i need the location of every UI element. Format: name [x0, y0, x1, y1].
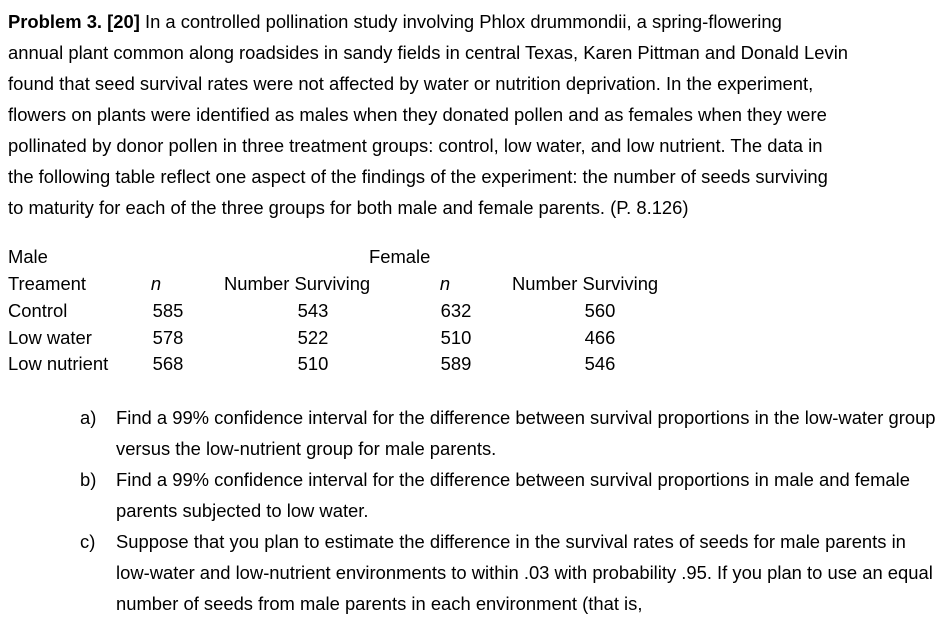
table-row-control-male-n: 585 [152, 300, 184, 321]
group-label-male: Male [8, 246, 48, 267]
table-row-control-male-surviving: 543 [297, 300, 329, 321]
table-row-low-water-male-n: 578 [152, 327, 184, 348]
question-list [80, 402, 938, 619]
problem-line-2: annual plant common along roadsides in sandy fields in central Texas, Karen Pittman and Donald Levin [8, 42, 849, 63]
problem-heading: Problem 3. [20] [8, 11, 140, 32]
header-male-n: n [150, 273, 162, 294]
question-b [80, 464, 938, 526]
table-row-low-water-treatment: Low water [8, 327, 92, 348]
table-row-low-nutrient-male-n: 568 [152, 353, 184, 374]
table-row-control-female-surviving: 560 [584, 300, 616, 321]
question-c-letter: c) [80, 531, 96, 552]
question-a [80, 402, 938, 464]
table-row-low-nutrient-female-surviving: 546 [584, 353, 616, 374]
header-treatment: Treament [8, 273, 87, 294]
question-b-text: Find a 99% confidence interval for the difference between survival proportions in male and female parents subjected to low water. [116, 469, 910, 521]
header-male-surviving: Number Surviving [224, 273, 371, 294]
table-row-low-nutrient-male-surviving: 510 [297, 353, 329, 374]
group-label-female: Female [369, 246, 431, 267]
question-b-letter: b) [80, 469, 97, 490]
table-row-control-treatment: Control [8, 300, 68, 321]
problem-line-1: In a controlled pollination study involving Phlox drummondii, a spring-flowering [139, 11, 782, 32]
problem-line-6: the following table reflect one aspect of the findings of the experiment: the number of seeds surviving [8, 166, 828, 187]
table-row-low-water-male-surviving: 522 [297, 327, 329, 348]
table-row-control-female-n: 632 [440, 300, 472, 321]
problem-line-5: pollinated by donor pollen in three treatment groups: control, low water, and low nutrient. The data in [8, 135, 823, 156]
table-row-low-nutrient-female-n: 589 [440, 353, 472, 374]
table-row-low-water-female-n: 510 [440, 327, 472, 348]
table-row-low-water-female-surviving: 466 [584, 327, 616, 348]
question-c-text: Suppose that you plan to estimate the difference in the survival rates of seeds for male parents in low-water and low-nutrient environments to within .03 with probability .95. If you plan to use an equal number of seeds from male parents in each environment (that is, [116, 531, 933, 614]
problem-line-4: flowers on plants were identified as males when they donated pollen and as females when they were [8, 104, 827, 125]
question-c [80, 526, 938, 619]
header-female-surviving: Number Surviving [512, 273, 659, 294]
table-row-low-nutrient-treatment: Low nutrient [8, 353, 109, 374]
question-a-text: Find a 99% confidence interval for the difference between survival proportions in the low-water group versus the low-nutrient group for male parents. [116, 407, 936, 459]
problem-line-7: to maturity for each of the three groups for both male and female parents. (P. 8.126) [8, 197, 689, 218]
header-female-n: n [439, 273, 451, 294]
question-a-letter: a) [80, 407, 97, 428]
problem-line-3: found that seed survival rates were not affected by water or nutrition deprivation. In the experiment, [8, 73, 814, 94]
